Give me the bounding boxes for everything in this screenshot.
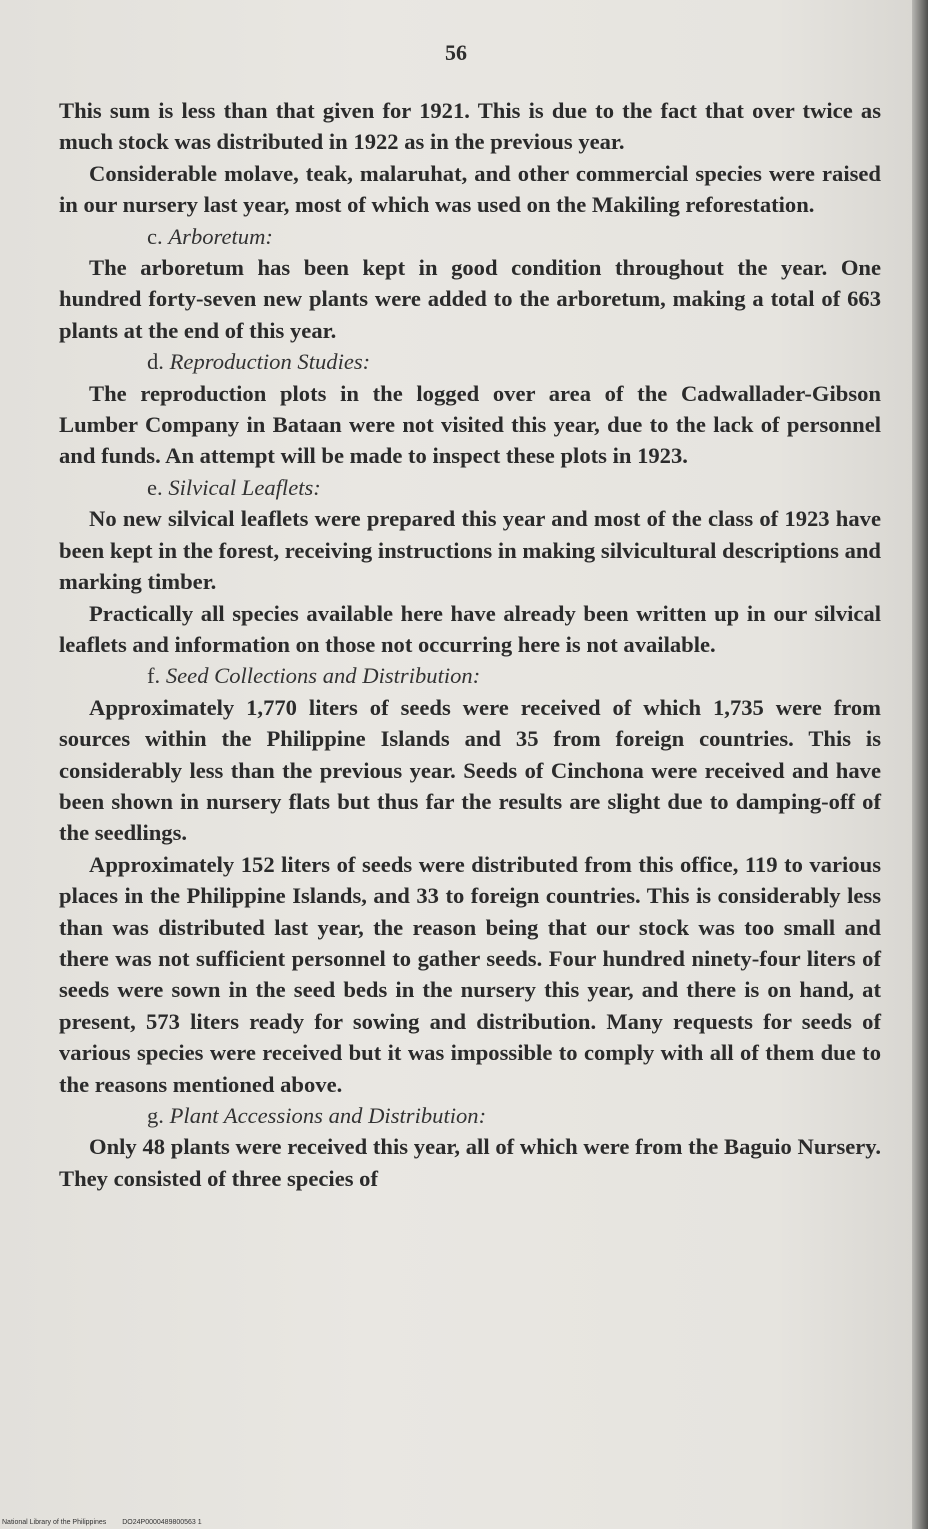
page-edge-shadow [912, 0, 928, 1529]
footer-code: DO24P0000489800563 1 [122, 1519, 202, 1526]
scan-footer [2, 1519, 202, 1526]
section-letter: f. [147, 663, 161, 689]
paragraph: Only 48 plants were received this year, all of which were from the Baguio Nursery. They consisted of three species of [59, 1134, 881, 1191]
section-letter: g. [147, 1103, 164, 1128]
section-heading [59, 221, 881, 252]
section-title: Silvical Leaflets: [168, 474, 321, 500]
paragraph: Considerable molave, teak, malaruhat, and other commercial species were raised in our nursery last year, most of which was used on the Makiling reforestation. [59, 160, 881, 218]
paragraph: Approximately 1,770 liters of seeds were received of which 1,735 were from sources within the Philippine Islands and 35 from foreign countries. This is considerably less than the previous year. Seeds of Cinchona were received and have been shown in nursery flats but thus far the results are slight due to damping-off of the seedlings. [59, 694, 881, 846]
footer-library: National Library of the Philippines [2, 1519, 107, 1526]
section-title: Seed Collections and Distribution: [165, 663, 481, 689]
section-letter: d. [147, 349, 164, 375]
section-title: Reproduction Studies: [169, 349, 371, 375]
paragraph: No new silvical leaflets were prepared this year and most of the class of 1923 have been kept in the forest, receiving instructions in making silvicultural descriptions and marking timber. [59, 506, 881, 595]
section-heading [59, 660, 881, 691]
section-title: Plant Accessions and Distribution: [169, 1103, 487, 1128]
paragraph: This sum is less than that given for 1921. This is due to the fact that over twice as much stock was distributed in 1922 as in the previous year. [59, 98, 881, 155]
section-heading [59, 1100, 881, 1131]
section-title: Arboretum: [168, 223, 273, 249]
page-number: 56 [445, 40, 467, 65]
section-letter: e. [147, 474, 163, 500]
paragraph: Practically all species available here have already been written up in our silvical leaflets and information on those not occurring here is not available. [59, 600, 881, 657]
paragraph: The arboretum has been kept in good condition throughout the year. One hundred forty-seven new plants were added to the arboretum, making a total of 663 plants at the end of this year. [59, 255, 881, 343]
section-heading [59, 472, 881, 503]
paragraph: The reproduction plots in the logged over area of the Cadwallader-Gibson Lumber Company in Bataan were not visited this year, due to the lack of personnel and funds. An attempt will be made to inspect these plots in 1923. [59, 380, 881, 469]
section-heading [59, 346, 881, 377]
body-text [59, 95, 881, 1194]
paragraph: Approximately 152 liters of seeds were distributed from this office, 119 to various places in the Philippine Islands, and 33 to foreign countries. This is considerably less than was distributed last year, the reason being that our stock was too small and there was not sufficient personnel to gather seeds. Four hundred ninety-four liters of seeds were sown in the seed beds in the nursery this year, and there is on hand, at present, 573 liters ready for sowing and distribution. Many requests for seeds of various species were received but it was impossible to comply with all of them due to the reasons mentioned above. [59, 851, 881, 1097]
section-letter: c. [147, 223, 163, 249]
